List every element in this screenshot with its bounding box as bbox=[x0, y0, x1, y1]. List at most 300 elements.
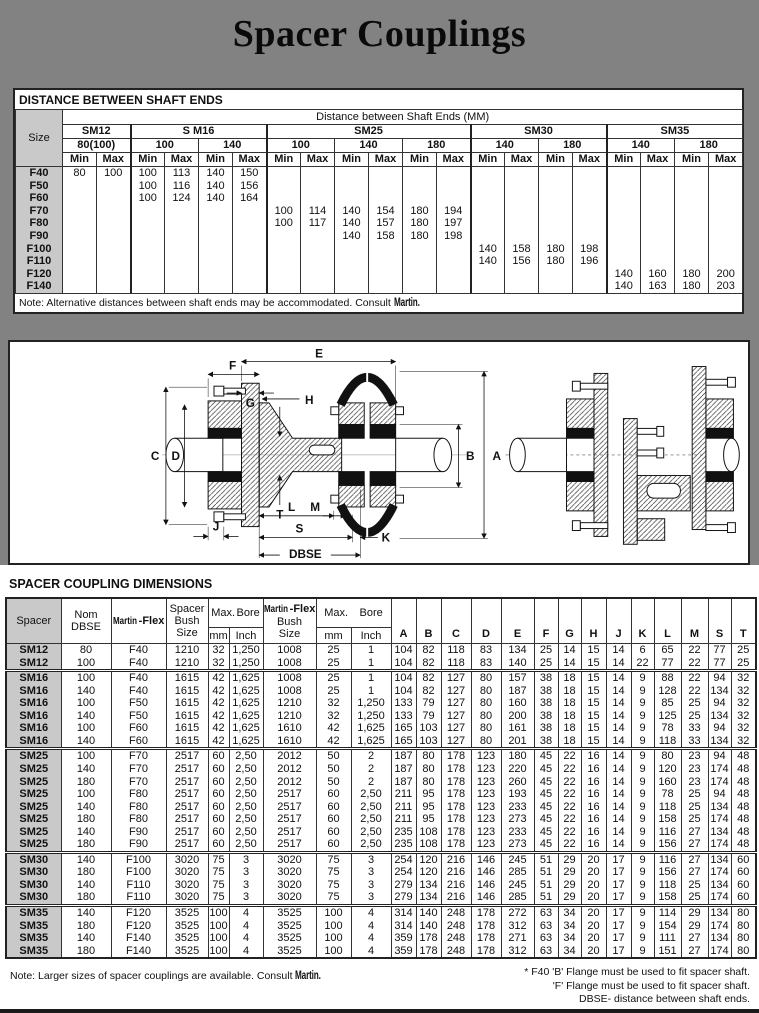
cell: 29 bbox=[681, 905, 708, 919]
coupling-diagrams bbox=[10, 342, 744, 559]
cell: 14 bbox=[606, 722, 631, 735]
cell: 22 bbox=[558, 749, 581, 763]
cell bbox=[97, 255, 131, 268]
cell bbox=[165, 230, 199, 243]
cell bbox=[505, 205, 539, 218]
cell: 18 bbox=[558, 671, 581, 685]
cell: 9 bbox=[631, 710, 654, 723]
cell: 180 bbox=[675, 268, 709, 281]
cell: 178 bbox=[416, 932, 441, 945]
cell: 165 bbox=[391, 722, 416, 735]
cell: 123 bbox=[471, 838, 501, 852]
cell: 140 bbox=[61, 685, 111, 698]
cell: F50 bbox=[111, 710, 166, 723]
cell: 3 bbox=[229, 852, 263, 866]
cell: 1210 bbox=[263, 710, 316, 723]
cell: 174 bbox=[708, 866, 731, 879]
dbse-section-title: DISTANCE BETWEEN SHAFT ENDS bbox=[19, 93, 223, 107]
cell: 158 bbox=[505, 243, 539, 256]
cell bbox=[131, 243, 165, 256]
cell bbox=[539, 180, 573, 193]
dim-group-0 bbox=[6, 644, 756, 671]
cell: 16 bbox=[581, 838, 606, 852]
cell: F40 bbox=[111, 657, 166, 671]
cell: 38 bbox=[534, 697, 558, 710]
cell bbox=[403, 243, 437, 256]
cell: 1615 bbox=[166, 671, 208, 685]
cell: 100 bbox=[61, 788, 111, 801]
cell: F60 bbox=[111, 735, 166, 749]
cell bbox=[403, 280, 437, 293]
cell: 4 bbox=[229, 905, 263, 919]
table-row bbox=[6, 788, 756, 801]
cell: 245 bbox=[501, 852, 534, 866]
cell bbox=[437, 192, 471, 205]
cell bbox=[505, 167, 539, 180]
cell: 114 bbox=[654, 905, 681, 919]
cell: 1610 bbox=[263, 722, 316, 735]
cell: 1615 bbox=[166, 735, 208, 749]
cell: 128 bbox=[654, 685, 681, 698]
cell: 235 bbox=[391, 838, 416, 852]
cell: 77 bbox=[654, 657, 681, 671]
cell bbox=[539, 167, 573, 180]
cell bbox=[437, 243, 471, 256]
cell: 16 bbox=[581, 775, 606, 788]
cell: 51 bbox=[534, 866, 558, 879]
cell: 25 bbox=[316, 657, 351, 671]
cell bbox=[267, 243, 301, 256]
table-row bbox=[6, 735, 756, 749]
cell: 160 bbox=[501, 697, 534, 710]
size-cell: F60 bbox=[16, 192, 63, 205]
cell: 2,50 bbox=[351, 788, 391, 801]
spacer-bush-l3: Size bbox=[176, 627, 198, 639]
dim-label-F: F bbox=[229, 359, 237, 373]
cell bbox=[505, 280, 539, 293]
cell: 50 bbox=[316, 763, 351, 776]
cell bbox=[97, 205, 131, 218]
cell: 187 bbox=[501, 685, 534, 698]
cell bbox=[675, 255, 709, 268]
cell bbox=[97, 192, 131, 205]
cell: F110 bbox=[111, 879, 166, 892]
table-row bbox=[6, 932, 756, 945]
cell: 3525 bbox=[166, 919, 208, 932]
cell: 233 bbox=[501, 801, 534, 814]
col-header-C: C bbox=[441, 598, 471, 644]
max-header: Max bbox=[97, 153, 131, 167]
cell: 359 bbox=[391, 945, 416, 959]
cell bbox=[63, 217, 97, 230]
cell: 108 bbox=[416, 838, 441, 852]
cell: 78 bbox=[654, 788, 681, 801]
cell: 196 bbox=[573, 255, 607, 268]
cell bbox=[471, 192, 505, 205]
cell: 103 bbox=[416, 722, 441, 735]
cell: 134 bbox=[416, 891, 441, 905]
cell: 15 bbox=[581, 710, 606, 723]
cell: 45 bbox=[534, 775, 558, 788]
cell: 2,50 bbox=[351, 838, 391, 852]
cell: 22 bbox=[558, 813, 581, 826]
cell: 140 bbox=[471, 243, 505, 256]
cell: 163 bbox=[641, 280, 675, 293]
cell: 25 bbox=[681, 801, 708, 814]
cell: 38 bbox=[534, 710, 558, 723]
cell: 100 bbox=[131, 192, 165, 205]
cell: 178 bbox=[441, 838, 471, 852]
spacer-cell: SM30 bbox=[6, 866, 61, 879]
cell: 33 bbox=[681, 735, 708, 749]
cell: 2517 bbox=[263, 838, 316, 852]
cell: 140 bbox=[199, 167, 233, 180]
cell: 80 bbox=[731, 945, 756, 959]
cell: 100 bbox=[209, 907, 228, 919]
dim-group-1 bbox=[6, 671, 756, 749]
cell: 9 bbox=[631, 919, 654, 932]
cell bbox=[437, 255, 471, 268]
nom-label: Nom bbox=[74, 609, 98, 621]
cell bbox=[675, 192, 709, 205]
cell: 100 bbox=[209, 919, 228, 932]
cell bbox=[97, 280, 131, 293]
cell: 279 bbox=[391, 879, 416, 892]
cell: 22 bbox=[558, 763, 581, 776]
dbse-group-header: SM35 bbox=[607, 125, 743, 139]
spacer-cell: SM12 bbox=[6, 644, 61, 657]
cell: 140 bbox=[61, 905, 111, 919]
cell bbox=[539, 192, 573, 205]
cell: 42 bbox=[208, 671, 229, 685]
min-header: Min bbox=[199, 153, 233, 167]
cell bbox=[199, 205, 233, 218]
martin-flex-logo: Martin bbox=[112, 615, 137, 627]
cell: 248 bbox=[441, 919, 471, 932]
cell: 1,625 bbox=[229, 685, 263, 698]
cell: 22 bbox=[681, 671, 708, 685]
flex-suffix: -Flex bbox=[138, 614, 165, 627]
cell: 17 bbox=[606, 905, 631, 919]
cell: 50 bbox=[316, 749, 351, 763]
cell: 3525 bbox=[263, 932, 316, 945]
cell: 29 bbox=[558, 891, 581, 905]
cell: 180 bbox=[61, 775, 111, 788]
cell: F40 bbox=[111, 685, 166, 698]
cell: 20 bbox=[581, 879, 606, 892]
cell: 187 bbox=[391, 775, 416, 788]
cell bbox=[437, 180, 471, 193]
cell: 140 bbox=[61, 763, 111, 776]
cell bbox=[301, 268, 335, 281]
cell bbox=[403, 192, 437, 205]
cell bbox=[301, 280, 335, 293]
cell bbox=[539, 268, 573, 281]
cell: 180 bbox=[61, 919, 111, 932]
cell: 15 bbox=[581, 697, 606, 710]
cell bbox=[437, 268, 471, 281]
cell bbox=[267, 230, 301, 243]
cell: 2,50 bbox=[351, 813, 391, 826]
cell bbox=[301, 180, 335, 193]
cell: 100 bbox=[97, 167, 131, 180]
cell bbox=[709, 230, 743, 243]
cell: F100 bbox=[111, 852, 166, 866]
cell bbox=[97, 268, 131, 281]
footnote-flange-b: * F40 'B' Flange must be used to fit spacer shaft. bbox=[524, 966, 750, 978]
spacer-cell: SM16 bbox=[6, 671, 61, 685]
dbse-subcol-header: 80(100) bbox=[63, 139, 131, 153]
cell: 15 bbox=[581, 644, 606, 657]
cell: 45 bbox=[534, 813, 558, 826]
cell: 88 bbox=[654, 671, 681, 685]
cell: 75 bbox=[316, 866, 351, 879]
cell: 85 bbox=[654, 697, 681, 710]
cell: 140 bbox=[471, 255, 505, 268]
cell: 2517 bbox=[263, 801, 316, 814]
footnote-left-text: Note: Larger sizes of spacer couplings are available. Consult bbox=[10, 970, 293, 982]
cell: 25 bbox=[681, 710, 708, 723]
cell bbox=[573, 192, 607, 205]
cell: 22 bbox=[681, 644, 708, 657]
cell: 22 bbox=[558, 838, 581, 852]
cell: 14 bbox=[606, 657, 631, 671]
cell bbox=[165, 243, 199, 256]
cell: 1615 bbox=[166, 685, 208, 698]
cell: 2 bbox=[351, 763, 391, 776]
cell: 140 bbox=[607, 268, 641, 281]
dbse-subcol-header: 140 bbox=[607, 139, 675, 153]
cell: 160 bbox=[641, 268, 675, 281]
cell: 32 bbox=[731, 710, 756, 723]
cell: 9 bbox=[631, 697, 654, 710]
cell: F80 bbox=[111, 788, 166, 801]
cell: 216 bbox=[441, 891, 471, 905]
cell: 140 bbox=[199, 192, 233, 205]
cell: 100 bbox=[61, 722, 111, 735]
cell: 38 bbox=[534, 722, 558, 735]
cell: 14 bbox=[606, 710, 631, 723]
cell: 15 bbox=[581, 657, 606, 671]
cell: 25 bbox=[316, 671, 351, 685]
cell: 118 bbox=[441, 644, 471, 657]
cell bbox=[165, 280, 199, 293]
cell bbox=[675, 167, 709, 180]
cell bbox=[641, 167, 675, 180]
cell: 150 bbox=[233, 167, 267, 180]
cell: 2517 bbox=[166, 749, 208, 763]
footnote-left bbox=[10, 970, 320, 982]
cell: 118 bbox=[654, 801, 681, 814]
cell: 17 bbox=[606, 866, 631, 879]
cell: 279 bbox=[391, 891, 416, 905]
cell bbox=[709, 217, 743, 230]
spacer-cell: SM25 bbox=[6, 838, 61, 852]
cell: 27 bbox=[681, 866, 708, 879]
cell: F60 bbox=[111, 722, 166, 735]
cell: 60 bbox=[731, 866, 756, 879]
cell: 100 bbox=[61, 749, 111, 763]
dbse-minmax-header-row bbox=[16, 153, 743, 167]
cell: 2517 bbox=[263, 813, 316, 826]
cell: 14 bbox=[558, 644, 581, 657]
spacer-cell: SM25 bbox=[6, 763, 61, 776]
cell bbox=[131, 255, 165, 268]
cell: 48 bbox=[731, 801, 756, 814]
cell: 134 bbox=[708, 932, 731, 945]
cell: 2012 bbox=[263, 749, 316, 763]
spacer-cell: SM25 bbox=[6, 801, 61, 814]
cell: 174 bbox=[708, 919, 731, 932]
cell bbox=[301, 167, 335, 180]
spacer-cell: SM30 bbox=[6, 852, 61, 866]
cell: 80 bbox=[471, 735, 501, 749]
cell: 82 bbox=[416, 657, 441, 671]
cell: 178 bbox=[416, 945, 441, 959]
cell bbox=[709, 192, 743, 205]
cell: 15 bbox=[581, 671, 606, 685]
cell bbox=[403, 255, 437, 268]
cell bbox=[471, 180, 505, 193]
spacer-cell: SM25 bbox=[6, 775, 61, 788]
cell: 48 bbox=[731, 775, 756, 788]
cell: 312 bbox=[501, 945, 534, 959]
cell: 273 bbox=[501, 813, 534, 826]
min-header: Min bbox=[335, 153, 369, 167]
cell: 20 bbox=[581, 919, 606, 932]
cell: 15 bbox=[581, 685, 606, 698]
cell: 3 bbox=[229, 891, 263, 905]
spacer-cell: SM12 bbox=[6, 657, 61, 671]
cell bbox=[335, 255, 369, 268]
cell: 233 bbox=[501, 826, 534, 839]
cell bbox=[301, 255, 335, 268]
cell: 75 bbox=[316, 879, 351, 892]
cell: 100 bbox=[61, 697, 111, 710]
cell: 3525 bbox=[166, 945, 208, 959]
cell: 48 bbox=[731, 749, 756, 763]
cell: 60 bbox=[316, 813, 351, 826]
cell: 108 bbox=[416, 826, 441, 839]
cell: 203 bbox=[709, 280, 743, 293]
cell: 2517 bbox=[166, 826, 208, 839]
cell: F100 bbox=[111, 866, 166, 879]
cell bbox=[63, 205, 97, 218]
cell: 180 bbox=[501, 749, 534, 763]
cell bbox=[369, 180, 403, 193]
cell bbox=[335, 192, 369, 205]
dbse-subcol-header: 180 bbox=[403, 139, 471, 153]
cell bbox=[607, 205, 641, 218]
cell: 216 bbox=[441, 866, 471, 879]
cell bbox=[233, 280, 267, 293]
max-bore-header-2 bbox=[316, 598, 391, 628]
cell: 140 bbox=[335, 230, 369, 243]
cell: 4 bbox=[351, 919, 391, 932]
cell: 80 bbox=[471, 671, 501, 685]
size-column-header: Size bbox=[16, 110, 63, 167]
cell: 100 bbox=[267, 217, 301, 230]
cell: 178 bbox=[441, 788, 471, 801]
cell bbox=[505, 217, 539, 230]
cell: 134 bbox=[708, 735, 731, 749]
cell bbox=[641, 205, 675, 218]
cell: 3020 bbox=[166, 866, 208, 879]
cell: F90 bbox=[111, 838, 166, 852]
dim-label-D: D bbox=[171, 449, 180, 463]
table-row bbox=[16, 243, 743, 256]
cell: 100 bbox=[316, 905, 351, 919]
cell: 9 bbox=[631, 763, 654, 776]
dbse-label: DBSE bbox=[71, 621, 101, 633]
max-header: Max bbox=[573, 153, 607, 167]
cell: 271 bbox=[501, 932, 534, 945]
cell: 3020 bbox=[166, 852, 208, 866]
cell: 211 bbox=[391, 788, 416, 801]
cell: 75 bbox=[208, 891, 229, 905]
cell bbox=[641, 255, 675, 268]
table-row bbox=[16, 255, 743, 268]
cell: 80 bbox=[731, 932, 756, 945]
dbse-subcol-header: 140 bbox=[335, 139, 403, 153]
cell: 32 bbox=[731, 722, 756, 735]
cell: 94 bbox=[708, 749, 731, 763]
cell: 95 bbox=[416, 801, 441, 814]
cell: 2 bbox=[351, 749, 391, 763]
cell bbox=[505, 192, 539, 205]
cell bbox=[335, 280, 369, 293]
cell: 95 bbox=[416, 788, 441, 801]
cell: 27 bbox=[681, 852, 708, 866]
cell: 3 bbox=[229, 866, 263, 879]
cell: 9 bbox=[631, 945, 654, 959]
cell: 20 bbox=[581, 866, 606, 879]
cell: 22 bbox=[558, 788, 581, 801]
cell: 151 bbox=[654, 945, 681, 959]
cell: 9 bbox=[631, 826, 654, 839]
cell: 78 bbox=[654, 722, 681, 735]
cell: 314 bbox=[391, 905, 416, 919]
cell: 201 bbox=[501, 735, 534, 749]
col-header-A: A bbox=[391, 598, 416, 644]
martin-flex-bush-size-column-header bbox=[263, 598, 316, 644]
exploded-view-diagram bbox=[506, 367, 740, 545]
cell: 60 bbox=[731, 879, 756, 892]
cell: 60 bbox=[208, 749, 229, 763]
cell bbox=[267, 268, 301, 281]
cell: 2517 bbox=[166, 801, 208, 814]
cell: 9 bbox=[631, 838, 654, 852]
cell bbox=[539, 230, 573, 243]
cell bbox=[573, 268, 607, 281]
cell: 180 bbox=[61, 813, 111, 826]
footnote-right bbox=[524, 966, 750, 1007]
dim-table-wrap bbox=[5, 597, 757, 959]
table-row bbox=[6, 657, 756, 671]
cell: 22 bbox=[558, 826, 581, 839]
cell: 80 bbox=[61, 644, 111, 657]
cell bbox=[709, 255, 743, 268]
cell: 32 bbox=[316, 697, 351, 710]
cell: 124 bbox=[165, 192, 199, 205]
cell: 1 bbox=[351, 685, 391, 698]
cell: 117 bbox=[301, 217, 335, 230]
cell: 16 bbox=[581, 749, 606, 763]
col-header-S: S bbox=[708, 598, 731, 644]
cell bbox=[709, 167, 743, 180]
cell: 25 bbox=[681, 788, 708, 801]
cell: 3020 bbox=[166, 891, 208, 905]
